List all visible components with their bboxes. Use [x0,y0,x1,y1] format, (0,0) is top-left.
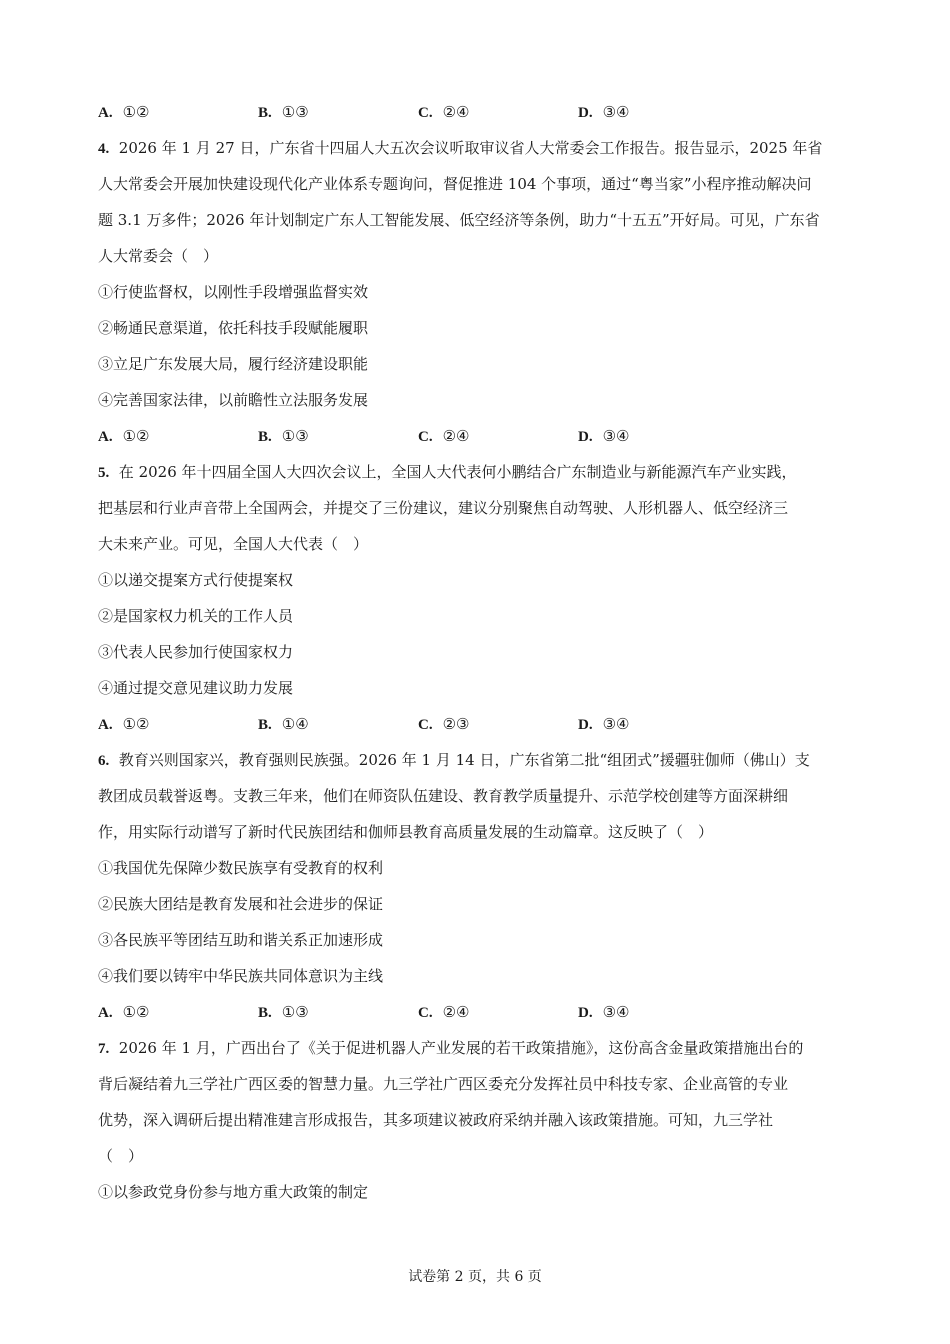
question-stem-line: 大未来产业。可见，全国人大代表（ ） [98,535,369,553]
question-7 [98,1030,858,1210]
question-stem-line: 4. 2026 年 1 月 27 日，广东省十四届人大五次会议听取审议省人大常委会工作报告。报告显示，2025 年省 [98,139,823,157]
question-6 [98,742,858,1030]
option-b: B. ①③ [258,1003,309,1021]
option-c: C. ②④ [418,1003,470,1021]
statement: ④我们要以铸牢中华民族共同体意识为主线 [98,967,384,985]
question-stem-line: 背后凝结着九三学社广西区委的智慧力量。九三学社广西区委充分发挥社员中科技专家、企业高管的专业 [98,1075,789,1093]
option-b: B. ①③ [258,103,309,121]
question-stem-line: 人大常委会开展加快建设现代化产业体系专题询问，督促推进 104 个事项，通过“粤当家”小程序推动解决问 [98,175,812,193]
question-stem-line: 6. 教育兴则国家兴，教育强则民族强。2026 年 1 月 14 日，广东省第二批“组团式”援疆驻伽师（佛山）支 [98,751,810,769]
option-d: D. ③④ [578,103,630,121]
question-stem-line: 作，用实际行动谱写了新时代民族团结和伽师县教育高质量发展的生动篇章。这反映了（ ） [98,823,714,841]
option-b: B. ①③ [258,427,309,445]
option-c: C. ②③ [418,715,470,733]
question-stem-line: 人大常委会（ ） [98,247,219,265]
statement: ④通过提交意见建议助力发展 [98,679,294,697]
question-stem-line: 7. 2026 年 1 月，广西出台了《关于促进机器人产业发展的若干政策措施》，这份高含金量政策措施出台的 [98,1039,804,1057]
question-stem-line: 教团成员载誉返粤。支教三年来，他们在师资队伍建设、教育教学质量提升、示范学校创建等方面深耕细 [98,787,789,805]
question-5 [98,454,858,742]
question-stem-line: 题 3.1 万多件；2026 年计划制定广东人工智能发展、低空经济等条例，助力“十五五”开好局。可见，广东省 [98,211,820,229]
statement: ②是国家权力机关的工作人员 [98,607,294,625]
statement: ③各民族平等团结互助和谐关系正加速形成 [98,931,384,949]
q3-options [98,94,858,130]
option-b: B. ①④ [258,715,309,733]
exam-page [98,94,858,1210]
statement: ①以递交提案方式行使提案权 [98,571,294,589]
statement: ①我国优先保障少数民族享有受教育的权利 [98,859,384,877]
option-d: D. ③④ [578,715,630,733]
q6-options [98,994,858,1030]
question-stem-line: 把基层和行业声音带上全国两会，并提交了三份建议，建议分别聚焦自动驾驶、人形机器人、低空经济三 [98,499,789,517]
question-stem-line: 5. 在 2026 年十四届全国人大四次会议上，全国人大代表何小鹏结合广东制造业与新能源汽车产业实践， [98,463,797,481]
option-a: A. ①② [98,427,150,445]
option-a: A. ①② [98,1003,150,1021]
option-a: A. ①② [98,103,150,121]
option-c: C. ②④ [418,103,470,121]
q5-options [98,706,858,742]
question-stem-line: （ ） [98,1147,144,1165]
statement: ④完善国家法律，以前瞻性立法服务发展 [98,391,369,409]
statement: ②民族大团结是教育发展和社会进步的保证 [98,895,384,913]
statement: ①行使监督权，以刚性手段增强监督实效 [98,283,369,301]
question-stem-line: 优势，深入调研后提出精准建言形成报告，其多项建议被政府采纳并融入该政策措施。可知，九三学社 [98,1111,774,1129]
statement: ③立足广东发展大局，履行经济建设职能 [98,355,369,373]
question-4 [98,130,858,454]
statement: ①以参政党身份参与地方重大政策的制定 [98,1183,369,1201]
q4-options [98,418,858,454]
option-d: D. ③④ [578,427,630,445]
option-d: D. ③④ [578,1003,630,1021]
option-c: C. ②④ [418,427,470,445]
statement: ③代表人民参加行使国家权力 [98,643,294,661]
statement: ②畅通民意渠道，依托科技手段赋能履职 [98,319,369,337]
page-footer: 试卷第 2 页，共 6 页 [408,1269,542,1285]
option-a: A. ①② [98,715,150,733]
